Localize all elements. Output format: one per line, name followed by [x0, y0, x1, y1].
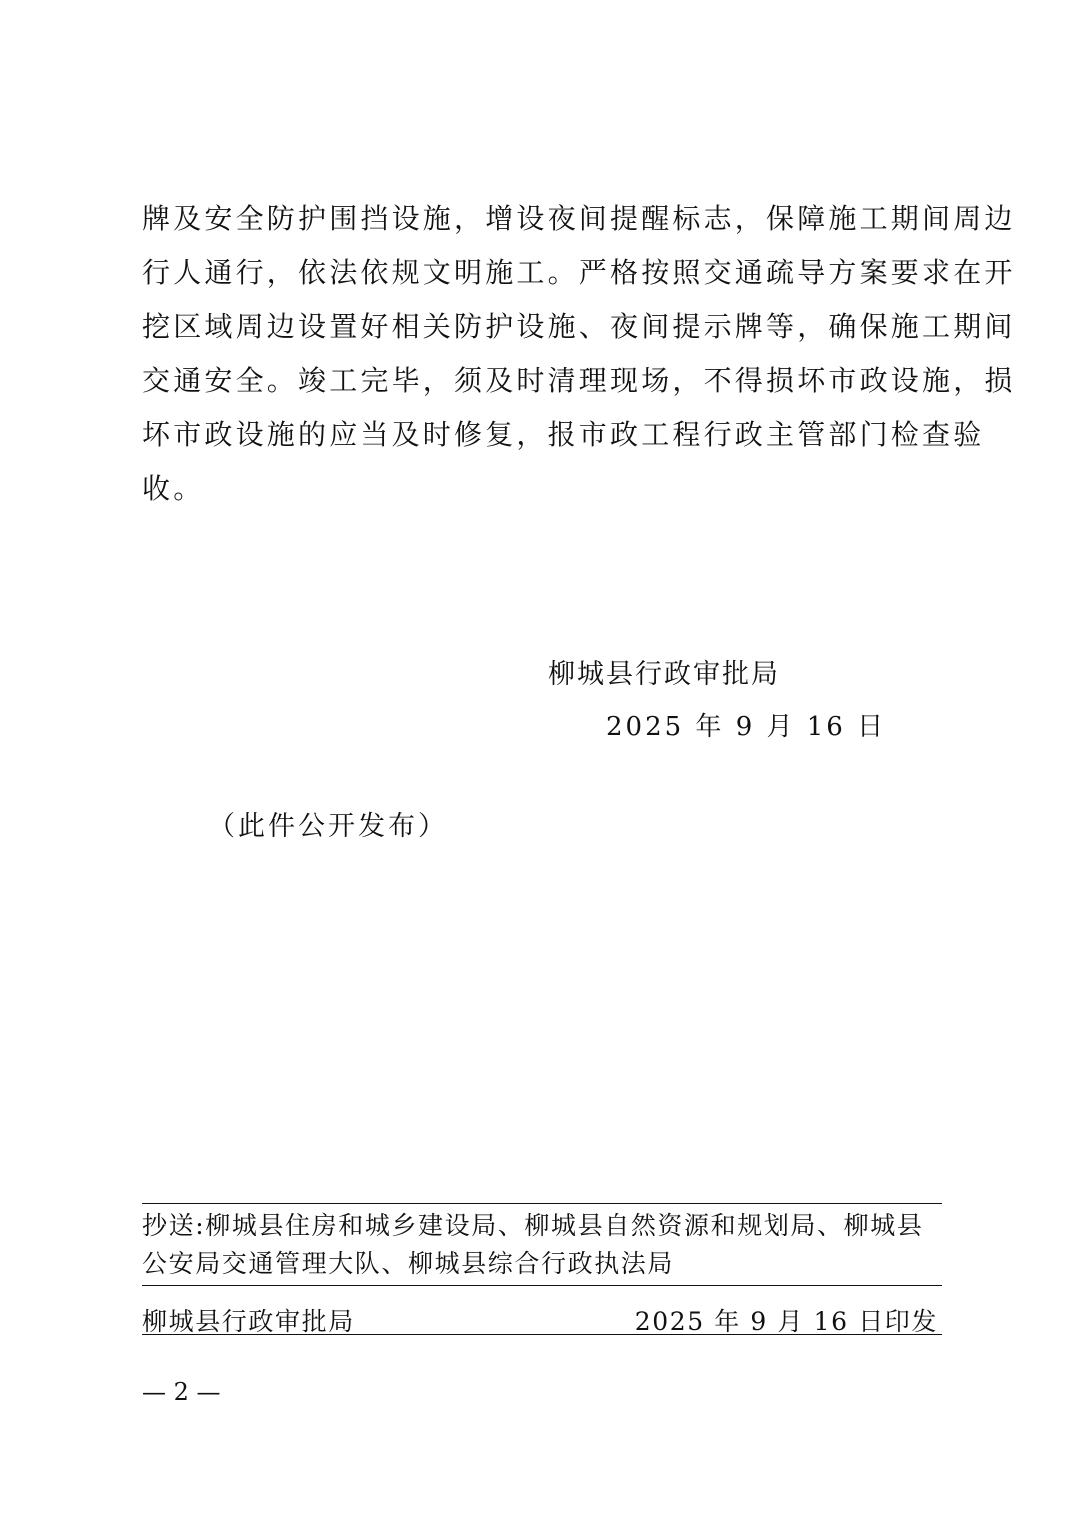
footer-middle-rule: [142, 1285, 942, 1286]
body-line: 挖区域周边设置好相关防护设施、夜间提示牌等，确保施工期间: [142, 310, 1016, 343]
body-line: 牌及安全防护围挡设施，增设夜间提醒标志，保障施工期间周边: [142, 202, 1016, 235]
print-date: 2025 年 9 月 16 日印发: [634, 1307, 938, 1336]
body-paragraph: [142, 192, 1016, 516]
issuer-name: 柳城县行政审批局: [548, 659, 780, 690]
body-line: 行人通行，依法依规文明施工。严格按照交通疏导方案要求在开: [142, 256, 1016, 289]
body-line: 收。: [142, 472, 205, 505]
footer-top-rule: [142, 1203, 942, 1204]
issue-date: 2025 年 9 月 16 日: [606, 712, 887, 742]
body-line: 交通安全。竣工完毕，须及时清理现场，不得损坏市政设施，损: [142, 364, 1016, 397]
footer-bottom-rule: [142, 1334, 942, 1335]
printer-name: 柳城县行政审批局: [142, 1307, 355, 1336]
cc-line: 公安局交通管理大队、柳城县综合行政执法局: [142, 1249, 675, 1278]
body-line: 坏市政设施的应当及时修复，报市政工程行政主管部门检查验: [142, 418, 985, 451]
cc-line: 抄送:柳城县住房和城乡建设局、柳城县自然资源和规划局、柳城县: [142, 1211, 924, 1240]
public-release-note: （此件公开发布）: [208, 811, 448, 842]
cc-recipients: [142, 1207, 942, 1283]
page-number: — 2 —: [142, 1378, 221, 1406]
